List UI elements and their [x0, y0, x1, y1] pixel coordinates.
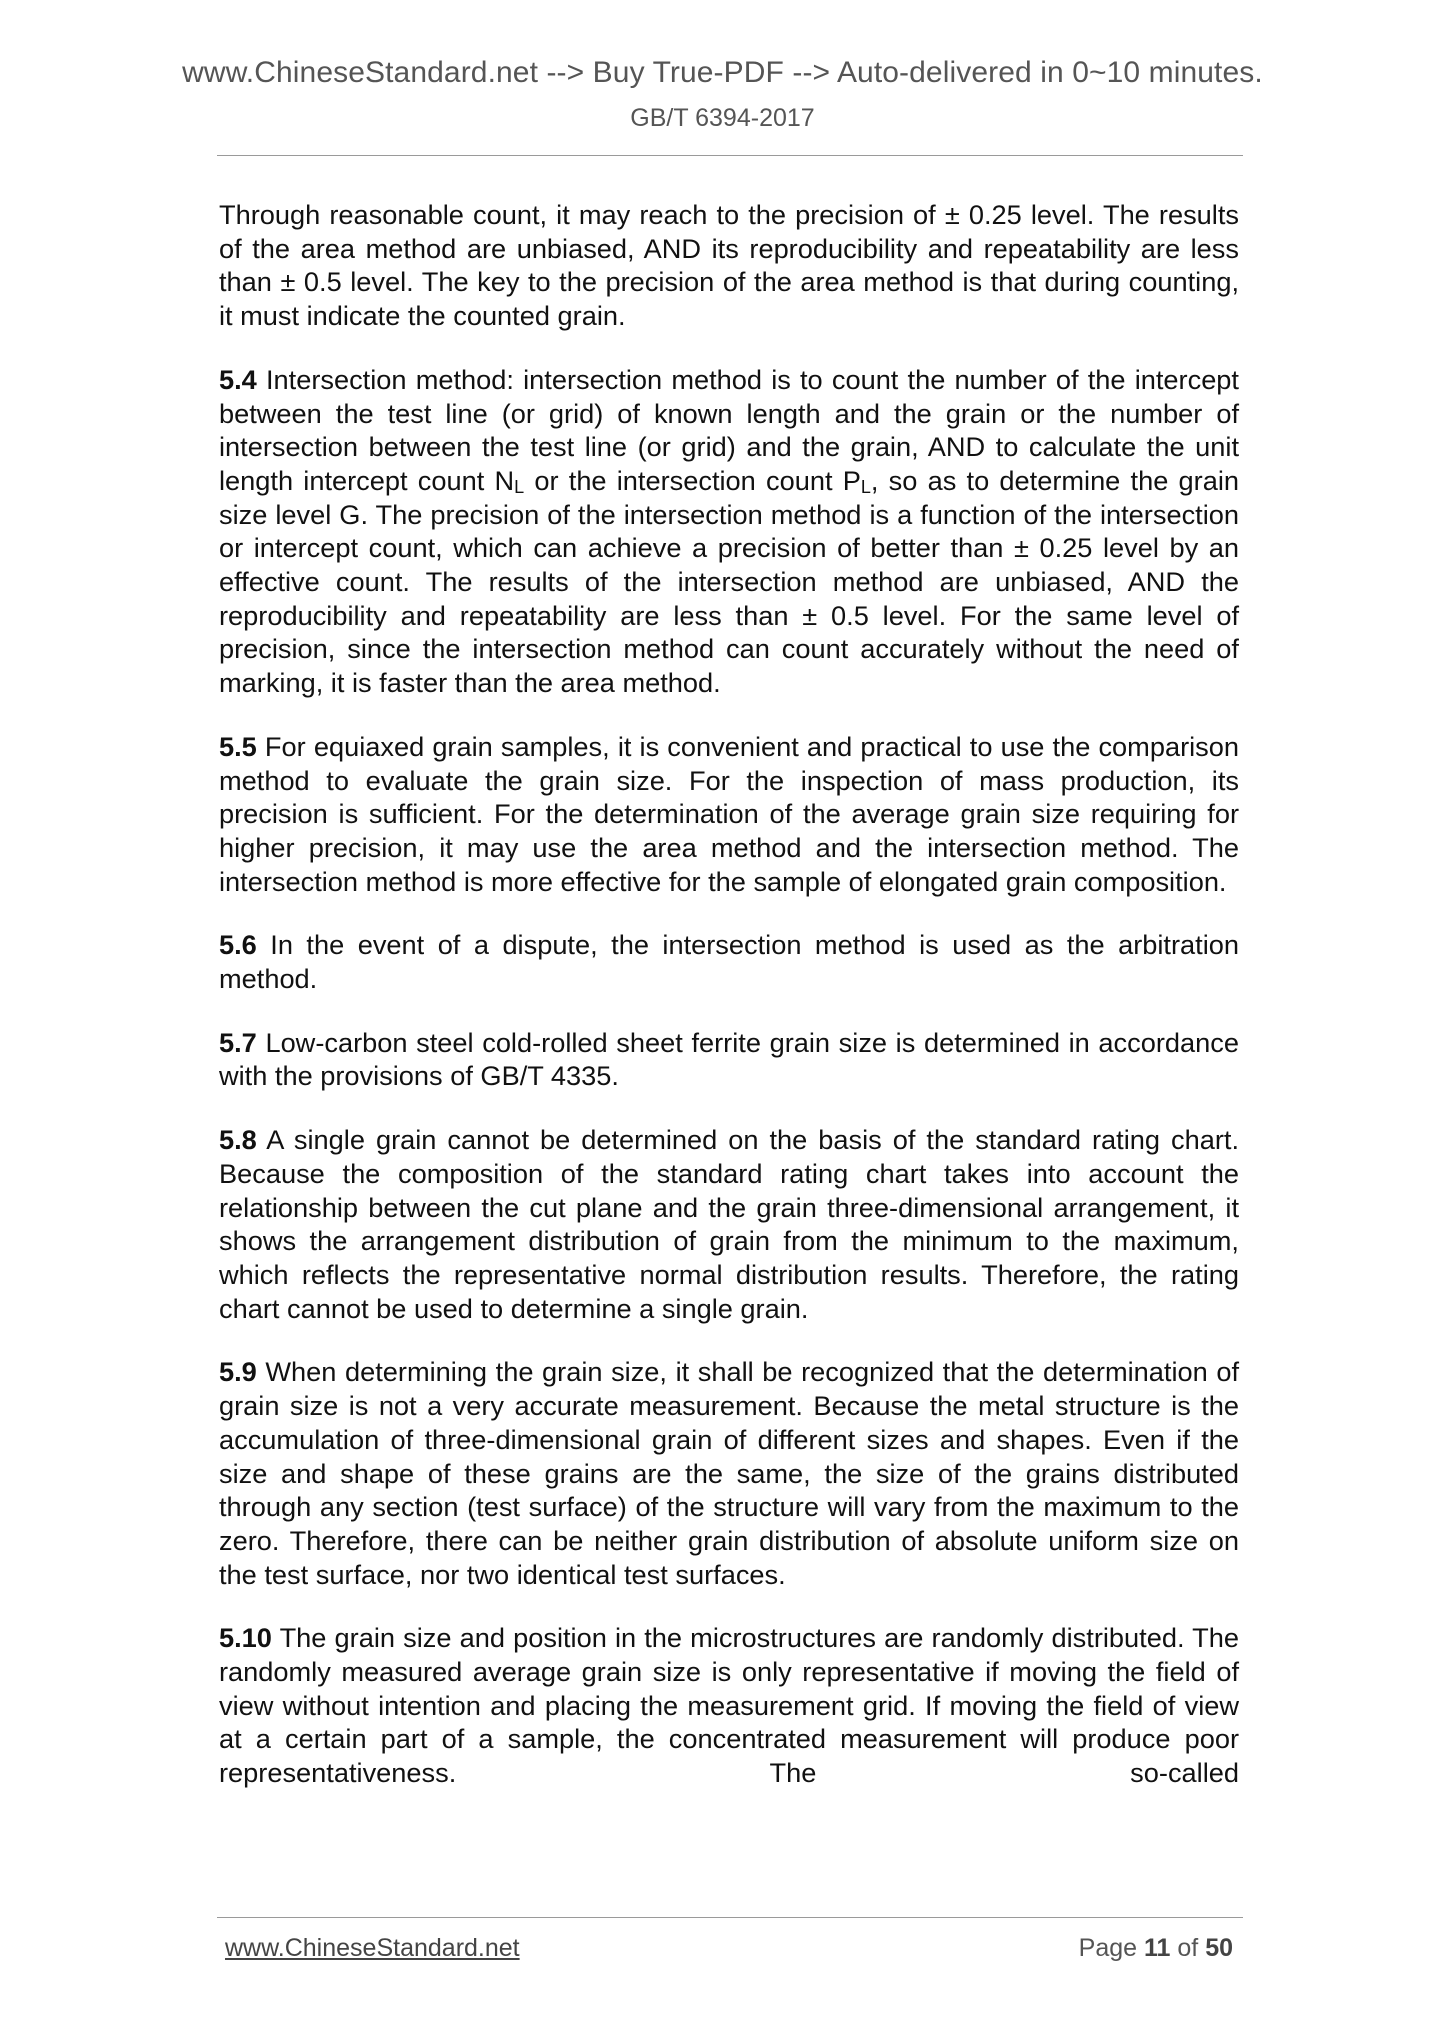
- clause-number: 5.7: [219, 1026, 257, 1058]
- clause-text: Intersection method: intersection method is to count the number of the intercept between the test line (or grid) of known length and the grain or the number of intersection between the test line (or grid) and the grain, AND to calculate the unit length intercept count N: [219, 363, 1239, 496]
- clause-text: The grain size and position in the microstructures are randomly distributed. The randomly measured average grain size is only representative if moving the field of view without intention and placing the measurement grid. If moving the field of view at a certain part of a sample, the concentrated measurement will produce poor representativeness. The so-called: [219, 1622, 1239, 1789]
- footer-website-link[interactable]: www.ChineseStandard.net: [225, 1934, 520, 1962]
- paragraph-area-method-continuation: [219, 198, 1239, 333]
- clause-number: 5.9: [219, 1356, 257, 1388]
- clause-5-9: [219, 1355, 1239, 1591]
- clause-5-6: [219, 928, 1239, 995]
- page-indicator: [1079, 1934, 1233, 1963]
- subscript: L: [860, 476, 871, 497]
- clause-number: 5.10: [219, 1622, 272, 1654]
- clause-5-8: [219, 1123, 1239, 1325]
- clause-number: 5.4: [219, 363, 257, 395]
- clause-5-4: [219, 363, 1239, 700]
- header-divider: [217, 155, 1243, 156]
- header-banner: www.ChineseStandard.net --> Buy True-PDF --> Auto-delivered in 0~10 minutes.: [182, 56, 1263, 89]
- clause-text: or the intersection count P: [524, 464, 861, 496]
- total-page-count: 50: [1205, 1934, 1233, 1962]
- clause-text: A single grain cannot be determined on the basis of the standard rating chart. Because the composition of the standard rating chart takes into account the relationship between the cut plane and the grain three-dimensional arrangement, it shows the arrangement distribution of grain from the minimum to the maximum, which reflects the representative normal distribution results. Therefore, the rating chart cannot be used to determine a single grain.: [219, 1124, 1239, 1324]
- clause-text: For equiaxed grain samples, it is convenient and practical to use the comparison method to evaluate the grain size. For the inspection of mass production, its precision is sufficient. For the determination of the average grain size requiring for higher precision, it may use the area method and the intersection method. The intersection method is more effective for the sample of elongated grain composition.: [219, 730, 1239, 897]
- clause-text: Low-carbon steel cold-rolled sheet ferrite grain size is determined in accordance with the provisions of GB/T 4335.: [219, 1026, 1239, 1092]
- document-body: [219, 198, 1239, 1790]
- clause-5-5: [219, 730, 1239, 899]
- clause-text: When determining the grain size, it shall be recognized that the determination of grain size is not a very accurate measurement. Because the metal structure is the accumulation of three-dimensional grain of different sizes and shapes. Even if the size and shape of these grains are the same, the size of the grains distributed through any section (test surface) of the structure will vary from the maximum to the zero. Therefore, there can be neither grain distribution of absolute uniform size on the test surface, nor two identical test surfaces.: [219, 1356, 1239, 1590]
- clause-text: In the event of a dispute, the intersection method is used as the arbitration method.: [219, 929, 1239, 995]
- clause-5-7: [219, 1026, 1239, 1093]
- current-page-number: 11: [1143, 1934, 1171, 1962]
- document-id: GB/T 6394-2017: [630, 104, 815, 132]
- clause-text: , so as to determine the grain size level G. The precision of the intersection method is a function of the intersection or intercept count, which can achieve a precision of better than ± 0.25 level by an effective count. The results of the intersection method are unbiased, AND the reproducibility and repeatability are less than ± 0.5 level. For the same level of precision, since the intersection method can count accurately without the need of marking, it is faster than the area method.: [219, 464, 1239, 699]
- clause-5-10: [219, 1621, 1239, 1790]
- clause-number: 5.6: [219, 929, 257, 961]
- footer-divider: [217, 1917, 1243, 1918]
- subscript: L: [514, 476, 525, 497]
- paragraph-text: Through reasonable count, it may reach to the precision of ± 0.25 level. The results of the area method are unbiased, AND its reproducibility and repeatability are less than ± 0.5 level. The key to the precision of the area method is that during counting, it must indicate the counted grain.: [219, 199, 1239, 332]
- page-label: Page: [1078, 1934, 1138, 1962]
- page-of-label: of: [1177, 1934, 1199, 1962]
- clause-number: 5.5: [219, 730, 257, 762]
- clause-number: 5.8: [219, 1124, 257, 1156]
